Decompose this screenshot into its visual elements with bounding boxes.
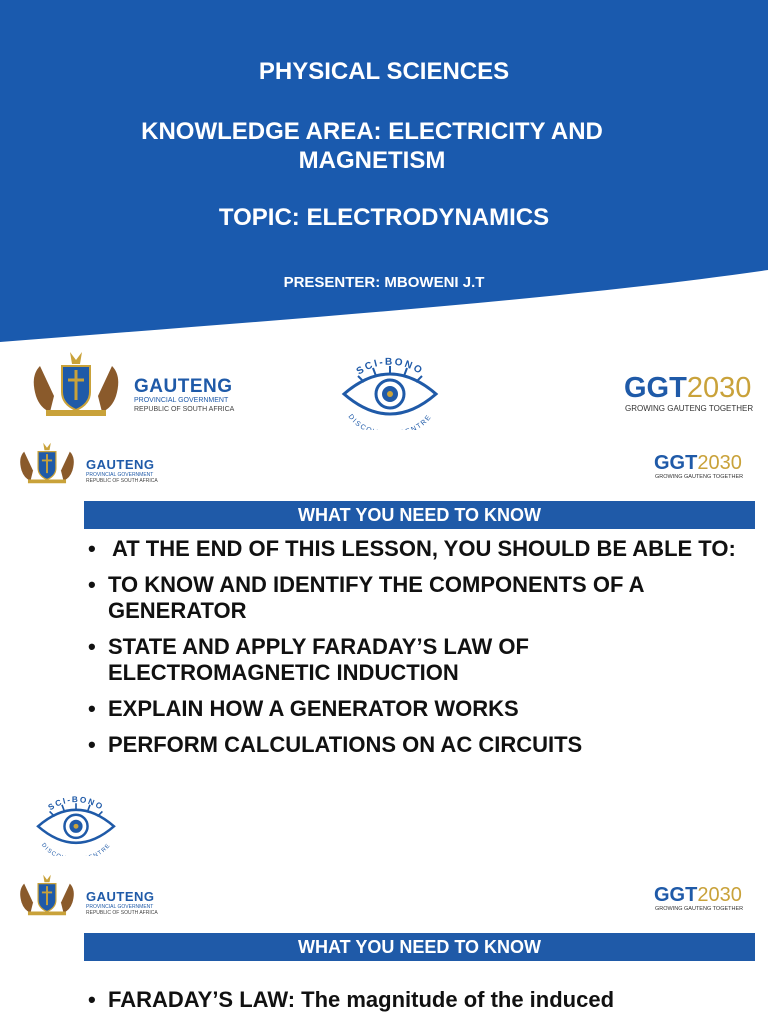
list-item: • TO KNOW AND IDENTIFY THE COMPONENTS OF A GENERATOR bbox=[88, 572, 748, 624]
gauteng-line1: PROVINCIAL GOVERNMENT bbox=[134, 397, 229, 404]
scibono-bottom-text: DISC NTRE bbox=[39, 842, 113, 856]
scibono-eye-icon bbox=[330, 350, 450, 430]
ggt-prefix: GGT bbox=[654, 884, 698, 906]
presenter-name: PRESENTER: MBOWENI J.T bbox=[283, 274, 485, 291]
scibono-logo-small bbox=[26, 790, 126, 856]
knowledge-area-title: KNOWLEDGE AREA: ELECTRICITY AND MAGNETISM bbox=[141, 118, 603, 174]
subject-title: PHYSICAL SCIENCES bbox=[258, 58, 510, 85]
gauteng-name: GAUTENG bbox=[134, 376, 233, 397]
list-item: • PERFORM CALCULATIONS ON AC CIRCUITS bbox=[88, 732, 748, 758]
section-header: WHAT YOU NEED TO KNOW bbox=[84, 501, 755, 529]
ggt-prefix: GGT bbox=[654, 452, 698, 474]
gauteng-line2: REPUBLIC OF SOUTH AFRICA bbox=[134, 406, 235, 413]
scibono-bottom-text: DISC NTRE bbox=[346, 413, 434, 430]
list-item: • STATE AND APPLY FARADAY’S LAW OF ELECTROMAGNETIC INDUCTION bbox=[88, 634, 748, 686]
ggt-year: 2030 bbox=[697, 884, 742, 906]
section-header: WHAT YOU NEED TO KNOW bbox=[84, 933, 755, 961]
gauteng-line1: PROVINCIAL GOVERNMENT bbox=[86, 904, 154, 910]
scibono-eye-icon bbox=[26, 790, 126, 856]
scibono-top-text: SCI-BONO bbox=[354, 356, 426, 378]
coat-of-arms-icon bbox=[14, 870, 80, 920]
topic-title: TOPIC: ELECTRODYNAMICS bbox=[218, 204, 550, 231]
ggt2030-logo bbox=[624, 372, 764, 416]
gauteng-logo-small bbox=[14, 438, 174, 488]
ggt-title bbox=[654, 452, 742, 475]
svg-text:DISCOVERY CENTRE bbox=[40, 842, 112, 856]
ggt2030-logo-small bbox=[654, 884, 754, 918]
title-banner bbox=[0, 0, 768, 345]
list-item: • EXPLAIN HOW A GENERATOR WORKS bbox=[88, 696, 748, 722]
gauteng-name: GAUTENG bbox=[86, 457, 155, 472]
coat-of-arms-icon bbox=[24, 348, 128, 420]
gauteng-logo-small bbox=[14, 870, 174, 920]
list-item: • AT THE END OF THIS LESSON, YOU SHOULD BE ABLE TO: bbox=[88, 536, 748, 562]
ggt-tagline: GROWING GAUTENG TOGETHER bbox=[625, 404, 754, 413]
gauteng-line2: REPUBLIC OF SOUTH AFRICA bbox=[86, 910, 158, 916]
gauteng-line2: REPUBLIC OF SOUTH AFRICA bbox=[86, 478, 158, 484]
scibono-top-text: SCI-BONO bbox=[46, 795, 106, 813]
ggt2030-logo-small bbox=[654, 452, 754, 486]
gauteng-logo bbox=[24, 348, 254, 420]
ggt-year: 2030 bbox=[697, 452, 742, 474]
coat-of-arms-icon bbox=[14, 438, 80, 488]
scibono-logo bbox=[330, 350, 450, 430]
ggt-prefix: GGT bbox=[624, 372, 687, 404]
objectives-list bbox=[88, 536, 748, 768]
ggt-year: 2030 bbox=[686, 372, 752, 404]
list-item: • FARADAY’S LAW: The magnitude of the induced bbox=[88, 987, 748, 1013]
ggt-tagline: GROWING GAUTENG TOGETHER bbox=[655, 474, 744, 480]
ggt-title bbox=[624, 372, 751, 405]
ggt-title bbox=[654, 884, 742, 907]
faraday-list bbox=[88, 987, 748, 1023]
svg-text:DISCOVERY CENTRE bbox=[347, 413, 434, 430]
ggt-tagline: GROWING GAUTENG TOGETHER bbox=[655, 906, 744, 912]
gauteng-line1: PROVINCIAL GOVERNMENT bbox=[86, 472, 154, 478]
gauteng-name: GAUTENG bbox=[86, 889, 155, 904]
